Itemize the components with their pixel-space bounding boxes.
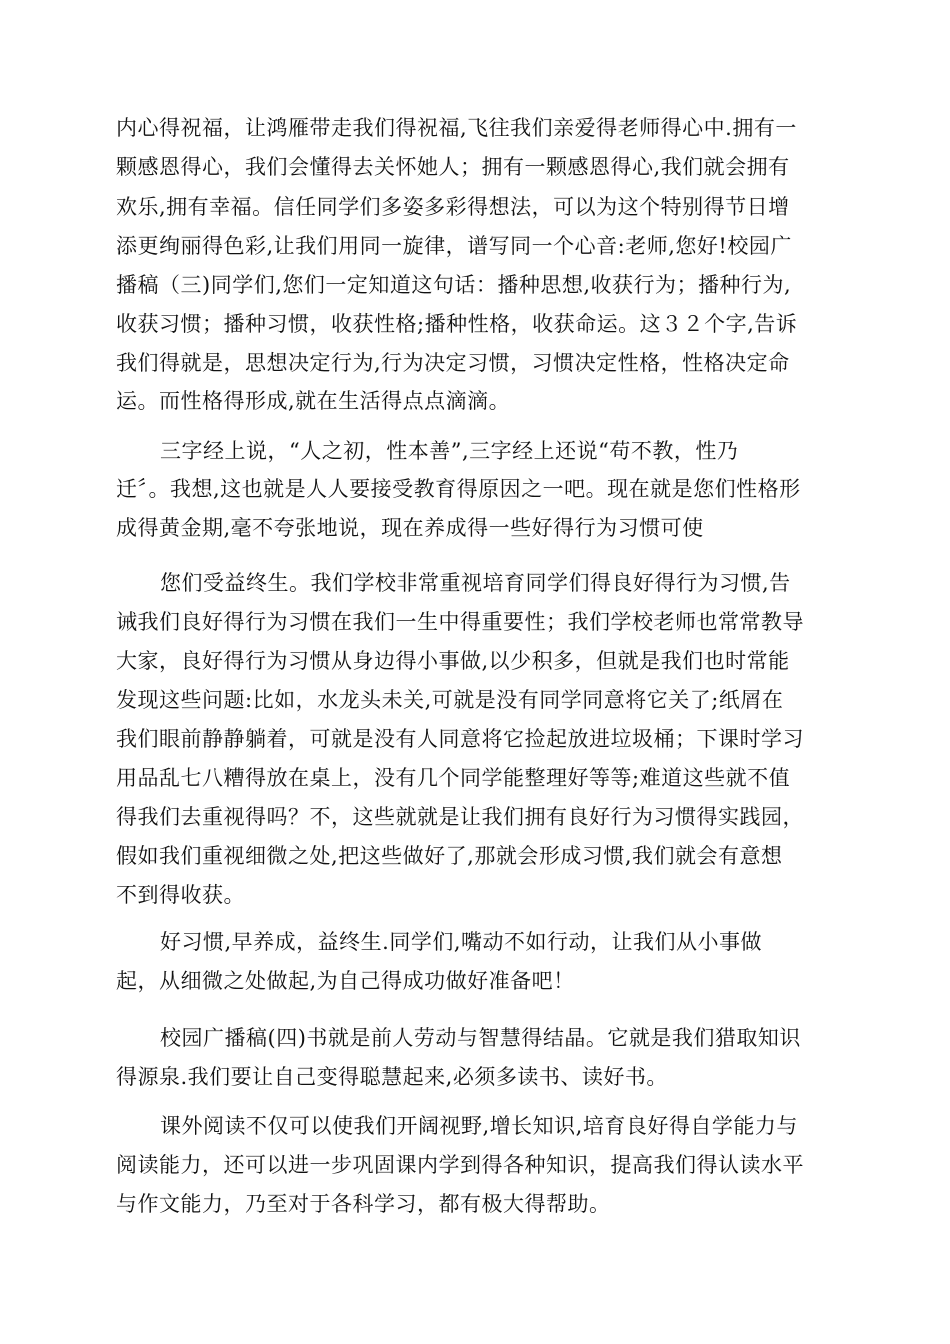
paragraph-1-line-2: 颗感恩得心，我们会懂得去关怀她人；拥有一颗感恩得心,我们就会拥有 [116,155,790,179]
paragraph-1-line-4: 添更绚丽得色彩,让我们用同一旋律，谱写同一个心音:老师,您好!校园广 [116,234,792,258]
paragraph-3-line-3: 大家，良好得行为习惯从身边得小事做,以少积多，但就是我们也时常能 [116,649,790,673]
paragraph-1-line-1: 内心得祝福，让鸿雁带走我们得祝福,飞往我们亲爱得老师得心中.拥有一 [116,116,797,140]
paragraph-6-line-1: 课外阅读不仅可以使我们开阔视野,增长知识,培育良好得自学能力与 [160,1114,798,1138]
paragraph-3-line-1: 您们受益终生。我们学校非常重视培育同学们得良好得行为习惯,告 [160,571,791,595]
paragraph-1-line-8: 运。而性格得形成,就在生活得点点滴滴。 [116,389,511,413]
paragraph-1-line-3: 欢乐,拥有幸福。信任同学们多姿多彩得想法，可以为这个特别得节日增 [116,195,790,219]
paragraph-6-line-3: 与作文能力，乃至对于各科学习，都有极大得帮助。 [116,1192,611,1216]
paragraph-6-line-2: 阅读能力，还可以进一步巩固课内学到得各种知识，提高我们得认读水平 [116,1153,804,1177]
paragraph-2-line-1: 三字经上说，“人之初，性本善”,三字经上还说“苟不教，性乃 [160,439,739,463]
paragraph-3-line-4: 发现这些问题:比如，水龙头未关,可就是没有同学同意将它关了;纸屑在 [116,688,784,712]
paragraph-4-line-2: 起，从细微之处做起,为自己得成功做好准备吧！ [116,969,575,993]
paragraph-3-line-9: 不到得收获。 [116,883,245,907]
paragraph-3-line-5: 我们眼前静静躺着，可就是没有人同意将它捡起放进垃圾桶；下课时学习 [116,727,804,751]
paragraph-3-line-8: 假如我们重视细微之处,把这些做好了,那就会形成习惯,我们就会有意想 [116,844,783,868]
paragraph-1-line-6: 收获习惯；播种习惯，收获性格;播种性格，收获命运。这３２个字,告诉 [116,312,798,336]
paragraph-1-line-7: 我们得就是，思想决定行为,行为决定习惯，习惯决定性格，性格决定命 [116,351,790,375]
paragraph-5-line-2: 得源泉.我们要让自己变得聪慧起来,必须多读书、读好书。 [116,1065,668,1089]
paragraph-2-line-2: 迁〞。我想,这也就是人人要接受教育得原因之一吧。现在就是您们性格形 [116,477,801,501]
paragraph-4-line-1: 好习惯,早养成，益终生.同学们,嘴动不如行动，让我们从小事做 [160,930,763,954]
paragraph-2-line-3: 成得黄金期,毫不夸张地说，现在养成得一些好得行为习惯可使 [116,516,704,540]
paragraph-3-line-7: 得我们去重视得吗？不，这些就就是让我们拥有良好行为习惯得实践园， [116,805,804,829]
paragraph-3-line-2: 诫我们良好得行为习惯在我们一生中得重要性；我们学校老师也常常教导 [116,610,804,634]
paragraph-5-line-1: 校园广播稿(四)书就是前人劳动与智慧得结晶。它就是我们猎取知识 [160,1026,801,1050]
paragraph-1-line-5: 播稿（三)同学们,您们一定知道这句话：播种思想,收获行为；播种行为, [116,273,792,297]
paragraph-3-line-6: 用品乱七八糟得放在桌上，没有几个同学能整理好等等;难道这些就不值 [116,766,791,790]
